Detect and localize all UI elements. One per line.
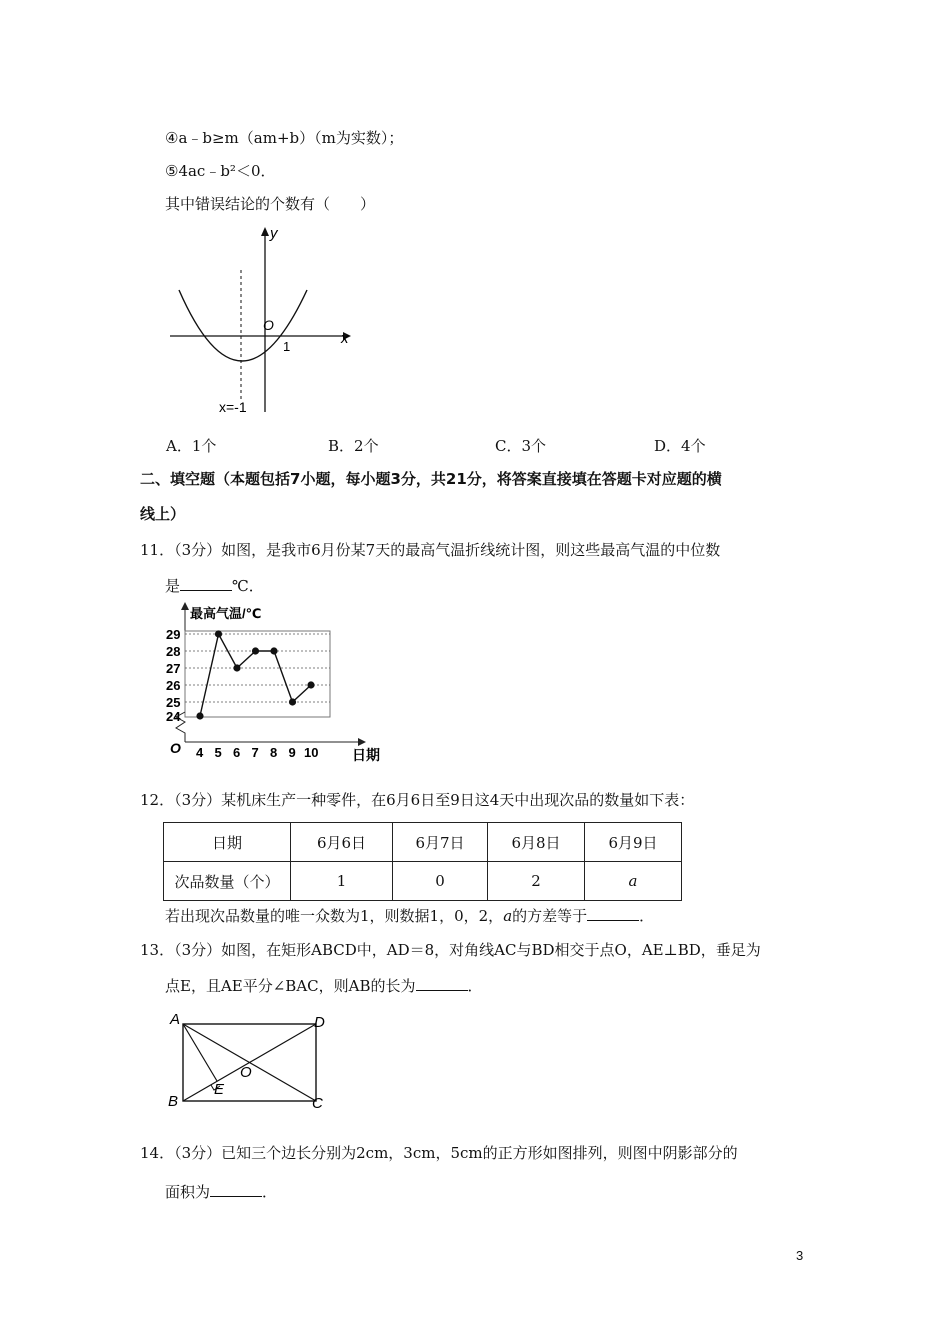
x-tick-label: 5 [214,745,222,760]
q12-prefix: 若出现次品数量的唯一众数为1，则数据1，0，2， [165,907,504,925]
q10-question: 其中错误结论的个数有（ ） [165,195,376,213]
data-point [289,698,296,705]
q13-prefix: 点E，且AE平分∠BAC，则AB的长为 [165,977,416,995]
table-cell: 0 [393,862,488,901]
q14-end: ． [262,1183,278,1201]
x-tick-label: 9 [288,745,296,760]
data-point [196,712,203,719]
y-tick-label: 29 [166,627,181,642]
q13-line2 [165,976,483,996]
y-axis-label: y [270,225,278,242]
temperature-line-chart [160,600,385,770]
one-label: 1 [283,339,291,354]
q12-line2 [165,906,654,926]
table-cell: 次品数量（个） [164,862,291,901]
data-point [215,630,222,637]
x-tick-label: 7 [251,745,259,760]
chart-origin: O [170,740,181,756]
q14-line1: 14．（3分）已知三个边长分别为2cm，3cm，5cm的正方形如图排列，则图中阴影部分的 [140,1144,738,1162]
y-tick-label: 25 [166,695,181,710]
data-point [252,647,259,654]
defects-table [163,822,682,901]
label-o: O [240,1064,252,1081]
q11-prefix: 是 [165,577,181,595]
q10-option-4: ④a﹣b≥m（am+b）（m为实数）； [165,129,404,147]
label-c: C [312,1095,323,1112]
choice-d: D．4个 [654,437,706,455]
choice-b: B．2个 [328,437,379,455]
page-number: 3 [796,1248,804,1263]
data-point [233,664,240,671]
y-tick-label: 24 [166,709,181,724]
table-cell: a [585,862,682,901]
table-header-cell: 6月6日 [291,823,393,862]
q13-answer-blank[interactable] [416,976,468,991]
q14-answer-blank[interactable] [210,1182,262,1197]
x-tick-label: 10 [304,745,319,760]
data-point [270,647,277,654]
table-header-cell: 日期 [164,823,291,862]
choice-c: C．3个 [495,437,547,455]
data-point [307,681,314,688]
table-header-cell: 6月9日 [585,823,682,862]
table-header-row [164,823,682,862]
x-tick-label: 6 [233,745,241,760]
x-axis-label: x [341,330,349,347]
table-cell: 2 [488,862,585,901]
q12-line1: 12．（3分）某机床生产一种零件，在6月6日至9日这4天中出现次品的数量如下表： [140,791,695,809]
label-a: A [170,1011,181,1028]
x-tick-label: 4 [196,745,204,760]
q11-line1: 11．（3分）如图，是我市6月份某7天的最高气温折线统计图，则这些最高气温的中位数 [140,541,721,559]
section2-heading-line1: 二、填空题（本题包括7小题，每小题3分，共21分，将答案直接填在答题卡对应题的横 [140,470,722,488]
q11-line2 [165,576,264,596]
q12-end: ． [639,907,655,925]
label-e: E [214,1081,225,1098]
parabola-graph [165,222,355,417]
chart-title: 最高气温/℃ [190,606,262,621]
table-cell: 1 [291,862,393,901]
q13-end: ． [467,977,483,995]
label-b: B [168,1093,179,1110]
q12-var: a [503,907,513,925]
section2-heading-line2: 线上） [140,505,186,523]
origin-label: O [263,317,274,333]
q12-answer-blank[interactable] [587,906,639,921]
q12-suffix: 的方差等于 [512,907,588,925]
label-d: D [314,1014,325,1031]
q14-prefix: 面积为 [165,1183,211,1201]
y-tick-label: 27 [166,661,181,676]
q14-line2 [165,1182,277,1202]
chart-xlabel: 日期 [352,747,380,763]
table-header-cell: 6月8日 [488,823,585,862]
y-tick-label: 26 [166,678,181,693]
q11-suffix: ℃． [232,577,264,595]
table-row [164,862,682,901]
y-tick-label: 28 [166,644,181,659]
q10-option-5: ⑤4ac﹣b²＜0． [165,162,276,180]
q13-line1: 13．（3分）如图，在矩形ABCD中，AD＝8，对角线AC与BD相交于点O，AE⊥BD，垂足为 [140,941,761,959]
q11-answer-blank[interactable] [180,576,232,591]
choice-a: A．1个 [166,437,217,455]
symmetry-axis-label: x=-1 [219,399,247,415]
rectangle-figure [162,1008,342,1113]
x-tick-label: 8 [270,745,278,760]
table-header-cell: 6月7日 [393,823,488,862]
